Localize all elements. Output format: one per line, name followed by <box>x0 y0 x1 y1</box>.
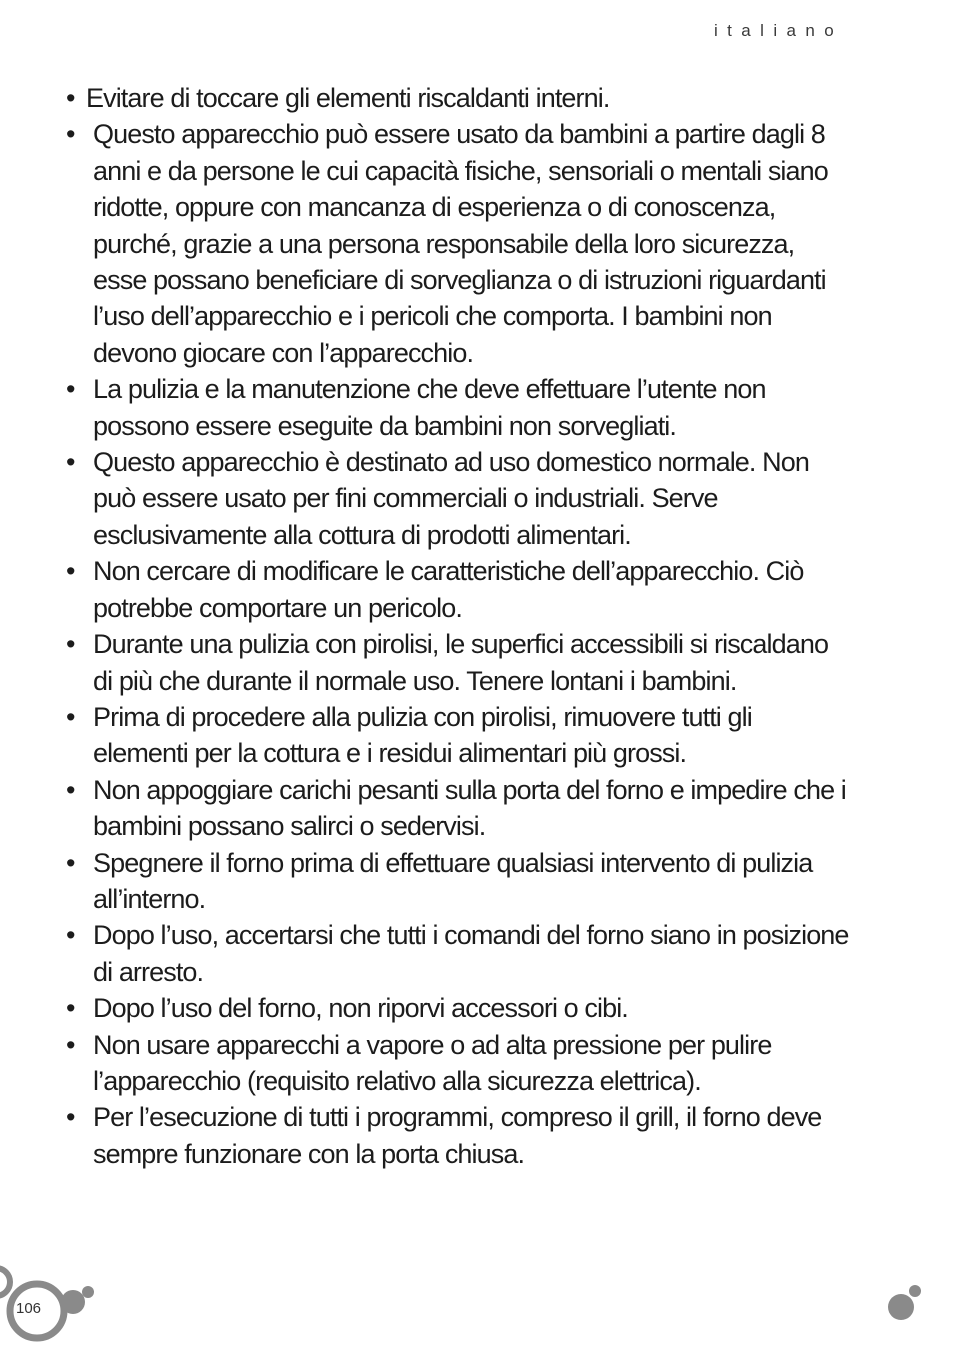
list-item <box>63 116 853 371</box>
list-item <box>63 553 853 626</box>
bullet-dot-icon: • <box>66 374 75 405</box>
bullet-dot-icon: • <box>66 1029 75 1060</box>
bullet-dot-icon: • <box>66 447 75 478</box>
list-item <box>63 772 853 845</box>
bullet-dot-icon: • <box>66 1102 75 1133</box>
list-item-text: Dopo l’uso del forno, non riporvi accessori o cibi. <box>93 993 628 1024</box>
list-item-text: Questo apparecchio è destinato ad uso domestico normale. Non può essere usato per fini commerciali o industriali. Serve esclusivamente alla cottura di prodotti alimentari. <box>93 447 809 550</box>
list-item-text: Non usare apparecchi a vapore o ad alta pressione per pulire l’apparecchio (requisito relativo alla sicurezza elettrica). <box>93 1029 772 1096</box>
list-item <box>63 1027 853 1100</box>
list-item-text: Dopo l’uso, accertarsi che tutti i comandi del forno siano in posizione di arresto. <box>93 920 849 987</box>
list-item-text: Questo apparecchio può essere usato da bambini a partire dagli 8 anni e da persone le cui capacità fisiche, sensoriali o mentali siano ridotte, oppure con mancanza di esperienza o di conoscenza, purché, grazie a una persona responsabile della loro sicurezza, esse possano beneficiare di sorveglianza o di istruzioni riguardanti l’uso dell’apparecchio e i pericoli che comporta. I bambini non devono giocare con l’apparecchio. <box>93 119 828 368</box>
bullet-dot-icon: • <box>66 920 75 951</box>
list-item-text: Non appoggiare carichi pesanti sulla porta del forno e impedire che i bambini possano salirci o sedervisi. <box>93 774 846 842</box>
bullet-dot-icon: • <box>66 774 75 805</box>
list-item <box>63 371 853 444</box>
list-item <box>63 1099 853 1172</box>
list-item-text: Per l’esecuzione di tutti i programmi, compreso il grill, il forno deve sempre funzionare con la porta chiusa. <box>93 1102 822 1169</box>
list-item-text: Spegnere il forno prima di effettuare qualsiasi intervento di pulizia all’interno. <box>93 847 813 914</box>
bullet-dot-icon: • <box>66 556 75 587</box>
list-item <box>63 699 853 772</box>
list-item <box>63 990 853 1026</box>
bullet-dot-icon: • <box>66 119 75 150</box>
list-item-text: Durante una pulizia con pirolisi, le superfici accessibili si riscaldano di più che durante il normale uso. Tenere lontani i bambini. <box>93 629 829 696</box>
bullet-dot-icon: • <box>66 629 75 660</box>
bullet-list <box>63 80 853 1172</box>
list-item <box>63 917 853 990</box>
page-number: 106 <box>16 1300 42 1317</box>
list-item-text: La pulizia e la manutenzione che deve effettuare l’utente non possono essere eseguite da bambini non sorvegliati. <box>93 374 766 441</box>
safety-instructions <box>63 80 853 1172</box>
list-item <box>63 845 853 918</box>
list-item-text: Prima di procedere alla pulizia con pirolisi, rimuovere tutti gli elementi per la cottura e i residui alimentari più grossi. <box>93 701 752 769</box>
list-item-text: Non cercare di modificare le caratteristiche dell’apparecchio. Ciò potrebbe comportare un pericolo. <box>93 556 804 623</box>
bullet-dot-icon: • <box>66 83 75 113</box>
list-item <box>63 626 853 699</box>
circles-decoration-icon <box>880 1280 930 1330</box>
language-label: italiano <box>714 21 844 40</box>
list-item <box>63 444 853 553</box>
list-item <box>63 80 853 116</box>
bullet-dot-icon: • <box>66 847 75 878</box>
list-item-text: Evitare di toccare gli elementi riscaldanti interni. <box>86 83 610 113</box>
bullet-dot-icon: • <box>66 993 75 1024</box>
bullet-dot-icon: • <box>66 701 75 732</box>
